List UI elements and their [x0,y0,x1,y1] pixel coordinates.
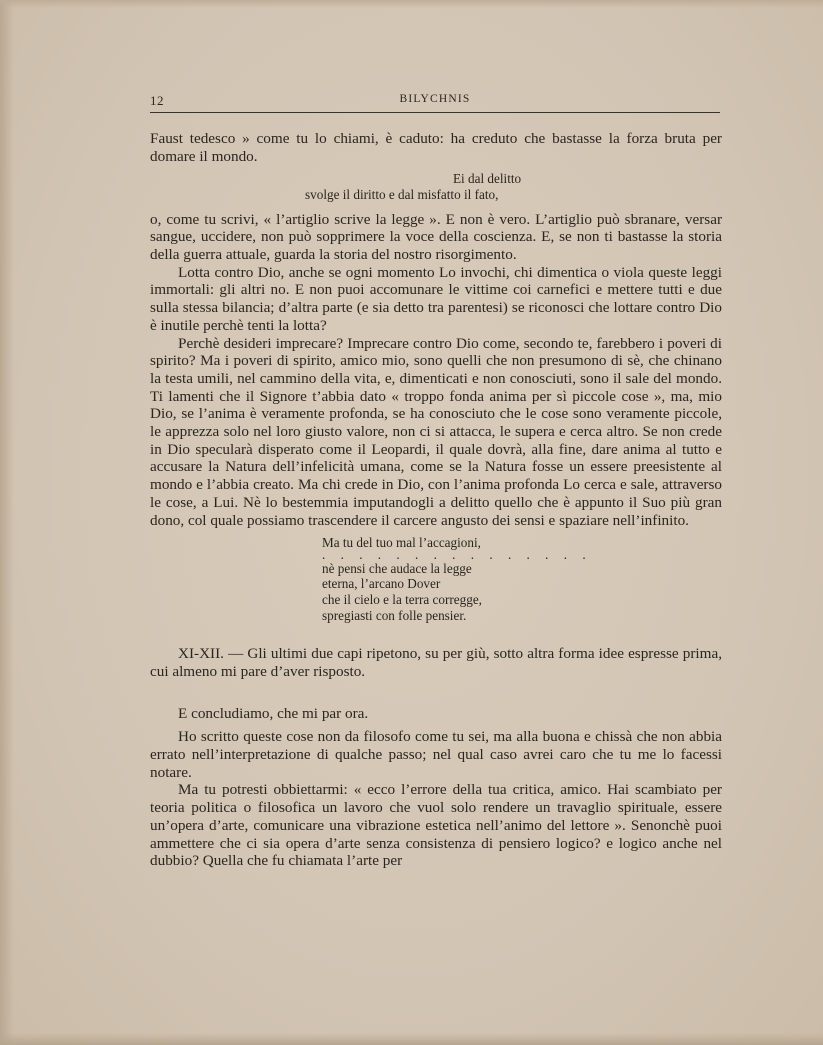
verse-line: Ei dal delitto [453,171,522,187]
paragraph: Ho scritto queste cose non da filosofo come tu sei, ma alla buona e chissà che non abbia errato nell’interpretazione di qualche passo; nel qual caso avrei caro che tu me lo facessi notare. [150,728,722,781]
verse-quote [322,535,722,623]
page-header [150,93,720,115]
paper-edge-top [0,0,823,8]
paragraph: Lotta contro Dio, anche se ogni momento Lo invochi, chi dimentica o viola queste leggi immortali: gli altri no. E non puoi accomunare le vittime coi carnefici e mettere tutti e due sulla stessa bilancia; d’altra parte (e sia detto tra parentesi) se riconosci che lottare contro Dio è inutile perchè tenti la lotta? [150,263,722,334]
paragraph: o, come tu scrivi, « l’artiglio scrive la legge ». E non è vero. L’artiglio può sbranare, versar sangue, uccidere, non può sopprimere la voce della coscienza. E, se non ti bastasse la storia della guerra attuale, guarda la storia del nostro risorgimento. [150,210,722,263]
header-rule [150,112,720,113]
paragraph: Perchè desideri imprecare? Imprecare contro Dio come, secondo te, farebbero i poveri di spirito? Ma i poveri di spirito, amico mio, sono quelli che non presumono di sè, che chinano la testa umili, nel cammino della vita, e, dimenticati e non conosciuti, sono il sale del mondo. Ti lamenti che il Signore t’abbia dato « troppo fonda anima per sì piccole cose », ma, mio Dio, se l’anima è veramente profonda, se ha conosciuto che le cose sono veramente piccole, le apprezza solo nel loro giusto valore, non ci si attacca, le supera e cerca altro. Se non crede in Dio specularà disperato come il Leopardi, il quale dovrà, alla fine, dare anima al tutto e accusare la Natura dell’infelicità umana, come se la Natura fosse un essere preesistente al mondo e l’abbia creato. Ma chi crede in Dio, con l’anima profonda Lo cerca e sale, attraverso le cose, a Lui. Nè lo bestemmia imputandogli a delitto quello che è appunto il Suo più gran dono, col quale possiamo trascendere il carcere angusto dei sensi e spaziare nell’infinito. [150,334,722,529]
verse-ellipsis: . . . . . . . . . . . . . . . [322,546,592,562]
verse-quote [305,171,722,202]
paragraph: E concludiamo, che mi par ora. [178,704,369,722]
section-paragraph: XI-XII. — Gli ultimi due capi ripetono, su per giù, sotto altra forma idee espresse prima, cui almeno mi pare d’aver risposto. [150,645,722,680]
body-text [150,130,722,870]
verse-line: nè pensi che audace la legge [322,560,472,576]
page-number: 12 [150,93,164,108]
verse-line: Ma tu del tuo mal l’accagioni, [322,535,481,551]
verse-line: svolge il diritto e dal misfatto il fato, [305,187,499,202]
paper-edge-bottom [0,1033,823,1045]
verse-line: che il cielo e la terra corregge, [322,592,482,608]
paper-edge-left [0,0,14,1045]
verse-line: spregiasti con folle pensier. [322,607,467,623]
paragraph: Faust tedesco » come tu lo chiami, è caduto: ha creduto che bastasse la forza bruta per domare il mondo. [150,130,722,165]
verse-line: eterna, l’arcano Dover [322,576,441,592]
running-head: BILYCHNIS [399,93,471,105]
paragraph: Ma tu potresti obbiettarmi: « ecco l’errore della tua critica, amico. Hai scambiato per teoria politica o filosofica un lavoro che vuol solo rendere un travaglio spirituale, essere un’opera d’arte, comunicare una vibrazione estetica nell’animo del lettore ». Senonchè puoi ammettere che ci sia opera d’arte senza consistenza di pensiero logico? e logico anche nel dubbio? Quella che fu chiamata l’arte per [150,781,722,870]
